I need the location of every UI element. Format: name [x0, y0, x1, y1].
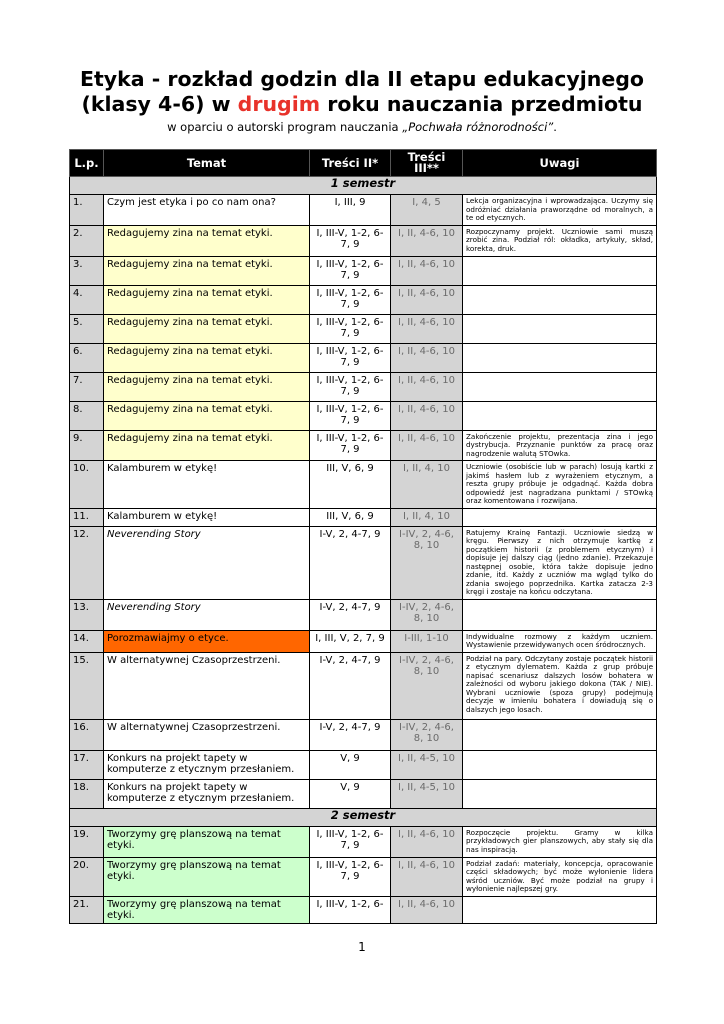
row-notes: Indywidualne rozmowy z każdym uczniem. Wystawienie przewidywanych ocen śródrocznych.: [463, 630, 657, 652]
row-topic: Kalamburem w etykę!: [104, 508, 310, 526]
row-tresci-ii: V, 9: [310, 750, 391, 779]
table-row: [70, 461, 657, 509]
row-tresci-ii: I, III-V, 1-2, 6-7, 9: [310, 826, 391, 857]
row-notes: [463, 719, 657, 750]
program-name: „Pochwała różnorodności”: [402, 120, 554, 134]
table-row: [70, 430, 657, 461]
row-tresci-iii: I, II, 4-6, 10: [391, 401, 463, 430]
row-tresci-iii: I, II, 4, 10: [391, 461, 463, 509]
table-row: [70, 195, 657, 226]
row-topic: Redagujemy zina na temat etyki.: [104, 225, 310, 256]
row-number: 16.: [70, 719, 104, 750]
row-tresci-ii: I, III-V, 1-2, 6-7, 9: [310, 285, 391, 314]
row-number: 8.: [70, 401, 104, 430]
table-row: [70, 225, 657, 256]
row-tresci-ii: I, III-V, 1-2, 6-: [310, 896, 391, 923]
row-number: 2.: [70, 225, 104, 256]
table-row: [70, 372, 657, 401]
row-topic: W alternatywnej Czasoprzestrzeni.: [104, 719, 310, 750]
row-topic: Redagujemy zina na temat etyki.: [104, 372, 310, 401]
row-tresci-iii: I, II, 4-5, 10: [391, 750, 463, 779]
row-tresci-iii: I, II, 4-6, 10: [391, 256, 463, 285]
header-temat: Temat: [104, 150, 310, 177]
row-tresci-iii: I-IV, 2, 4-6, 8, 10: [391, 719, 463, 750]
row-tresci-iii: I-IV, 2, 4-6, 8, 10: [391, 599, 463, 630]
table-row: [70, 779, 657, 808]
row-number: 5.: [70, 314, 104, 343]
row-topic: Porozmawiajmy o etyce.: [104, 630, 310, 652]
title-highlight: drugim: [237, 92, 321, 116]
row-topic: Tworzymy grę planszową na temat etyki.: [104, 826, 310, 857]
row-tresci-iii: I, II, 4-6, 10: [391, 857, 463, 896]
row-tresci-ii: III, V, 6, 9: [310, 461, 391, 509]
table-row: [70, 857, 657, 896]
title-line-1: Etyka - rozkład godzin dla II etapu edukacyjnego: [80, 67, 644, 91]
subtitle-pre: w oparciu o autorski program nauczania: [167, 120, 403, 134]
semester-2-label: 2 semestr: [70, 808, 657, 826]
row-tresci-ii: I, III-V, 1-2, 6-7, 9: [310, 314, 391, 343]
header-lp: L.p.: [70, 150, 104, 177]
row-notes: [463, 314, 657, 343]
row-number: 3.: [70, 256, 104, 285]
table-row: [70, 401, 657, 430]
row-tresci-iii: I-IV, 2, 4-6, 8, 10: [391, 526, 463, 599]
semester-1-label: 1 semestr: [70, 177, 657, 195]
row-tresci-iii: I, II, 4-6, 10: [391, 430, 463, 461]
row-topic: Neverending Story: [104, 526, 310, 599]
row-number: 18.: [70, 779, 104, 808]
title-line-2-post: roku nauczania przedmiotu: [320, 92, 643, 116]
row-tresci-iii: I, II, 4-6, 10: [391, 343, 463, 372]
document-title: [0, 67, 724, 117]
row-notes: [463, 285, 657, 314]
row-notes: [463, 508, 657, 526]
table-row: [70, 826, 657, 857]
row-tresci-iii: I, II, 4-6, 10: [391, 372, 463, 401]
table-row: [70, 508, 657, 526]
row-tresci-iii: I, II, 4-6, 10: [391, 225, 463, 256]
header-tresci-iii: Treści III**: [391, 150, 463, 177]
row-tresci-iii: I-IV, 2, 4-6, 8, 10: [391, 652, 463, 719]
table-row: [70, 285, 657, 314]
row-topic: W alternatywnej Czasoprzestrzeni.: [104, 652, 310, 719]
table-row: [70, 526, 657, 599]
row-number: 1.: [70, 195, 104, 226]
row-notes: [463, 896, 657, 923]
row-number: 14.: [70, 630, 104, 652]
row-topic: Redagujemy zina na temat etyki.: [104, 314, 310, 343]
row-tresci-iii: I, 4, 5: [391, 195, 463, 226]
header-tresci-ii: Treści II*: [310, 150, 391, 177]
schedule-table: [69, 149, 657, 924]
row-number: 17.: [70, 750, 104, 779]
row-tresci-iii: I, II, 4-5, 10: [391, 779, 463, 808]
row-tresci-ii: I, III-V, 1-2, 6-7, 9: [310, 372, 391, 401]
row-topic: Konkurs na projekt tapety w komputerze z etycznym przesłaniem.: [104, 779, 310, 808]
row-tresci-iii: I-III, 1-10: [391, 630, 463, 652]
row-tresci-iii: I, II, 4-6, 10: [391, 285, 463, 314]
row-tresci-ii: III, V, 6, 9: [310, 508, 391, 526]
row-number: 9.: [70, 430, 104, 461]
row-tresci-iii: I, II, 4-6, 10: [391, 826, 463, 857]
semester-row: [70, 177, 657, 195]
row-tresci-ii: I, III-V, 1-2, 6-7, 9: [310, 857, 391, 896]
row-notes: Podział zadań: materiały, koncepcja, opracowanie części składowych; być może wyłonienie lidera wśród uczniów. Być może podział na grupy i wyłonienie najlepszej gry.: [463, 857, 657, 896]
row-tresci-ii: I, III-V, 1-2, 6-7, 9: [310, 256, 391, 285]
row-topic: Redagujemy zina na temat etyki.: [104, 343, 310, 372]
table-row: [70, 630, 657, 652]
table-header-row: [70, 150, 657, 177]
table-row: [70, 750, 657, 779]
row-tresci-ii: I-V, 2, 4-7, 9: [310, 599, 391, 630]
row-notes: [463, 343, 657, 372]
row-tresci-iii: I, II, 4-6, 10: [391, 314, 463, 343]
table-row: [70, 599, 657, 630]
row-topic: Kalamburem w etykę!: [104, 461, 310, 509]
row-number: 10.: [70, 461, 104, 509]
row-notes: Rozpoczęcie projektu. Gramy w kilka przykładowych gier planszowych, aby stały się dla nas inspiracją.: [463, 826, 657, 857]
row-notes: [463, 256, 657, 285]
row-notes: Podział na pary. Odczytany zostaje początek historii z etycznym dylematem. Każda z grup próbuje napisać scenariusz dalszych losów bohatera w zależności od wyboru jakiego dokona (TAK / NIE). Wybrani uczniowie (spoza grupy) podejmują decyzje w imieniu bohatera i dowiadują się o dalszych jego losach.: [463, 652, 657, 719]
row-notes: [463, 599, 657, 630]
title-line-2: [0, 92, 724, 117]
row-notes: [463, 750, 657, 779]
row-topic: Redagujemy zina na temat etyki.: [104, 401, 310, 430]
row-topic: Tworzymy grę planszową na temat etyki.: [104, 896, 310, 923]
row-notes: [463, 779, 657, 808]
row-tresci-ii: I, III, V, 2, 7, 9: [310, 630, 391, 652]
title-line-2-pre: (klasy 4-6) w: [81, 92, 238, 116]
row-notes: Uczniowie (osobiście lub w parach) losują kartki z jakimś hasłem lub z wyrażeniem etycznym, a reszta grupy próbuje je odgadnąć. Każda dobra odpowiedź jest nagradzana punktami / STOwką oraz komentowana i rozwijana.: [463, 461, 657, 509]
row-notes: Zakończenie projektu, prezentacja zina i jego dystrybucja. Przyznanie punktów za pracę oraz nagrodzenie walutą STOwka.: [463, 430, 657, 461]
row-number: 19.: [70, 826, 104, 857]
row-tresci-ii: I, III-V, 1-2, 6-7, 9: [310, 343, 391, 372]
row-number: 21.: [70, 896, 104, 923]
row-number: 12.: [70, 526, 104, 599]
row-tresci-ii: I, III, 9: [310, 195, 391, 226]
row-tresci-ii: I-V, 2, 4-7, 9: [310, 526, 391, 599]
row-tresci-ii: V, 9: [310, 779, 391, 808]
semester-row: [70, 808, 657, 826]
table-row: [70, 719, 657, 750]
row-number: 7.: [70, 372, 104, 401]
row-topic: Redagujemy zina na temat etyki.: [104, 285, 310, 314]
row-tresci-ii: I-V, 2, 4-7, 9: [310, 652, 391, 719]
row-topic: Konkurs na projekt tapety w komputerze z etycznym przesłaniem.: [104, 750, 310, 779]
row-number: 4.: [70, 285, 104, 314]
row-tresci-ii: I, III-V, 1-2, 6-7, 9: [310, 430, 391, 461]
row-topic: Tworzymy grę planszową na temat etyki.: [104, 857, 310, 896]
row-number: 6.: [70, 343, 104, 372]
row-notes: Ratujemy Krainę Fantazji. Uczniowie siedzą w kręgu. Pierwszy z nich otrzymuje kartkę z początkiem historii (z problemem etycznym) i dopisuje jej dalszy ciąg (jedno zdanie). Przekazuje następnej osobie, która także dopisuje jedno zdanie, itd. Każdy z uczniów ma wgląd tylko do zdania swojego poprzednika. Kartka zatacza 2-3 kręgi i zostaje na końcu odczytana.: [463, 526, 657, 599]
subtitle-post: .: [553, 120, 557, 134]
row-number: 13.: [70, 599, 104, 630]
row-tresci-ii: I, III-V, 1-2, 6-7, 9: [310, 225, 391, 256]
row-topic: Czym jest etyka i po co nam ona?: [104, 195, 310, 226]
document-subtitle: [0, 120, 724, 134]
header-uwagi: Uwagi: [463, 150, 657, 177]
table-row: [70, 314, 657, 343]
row-tresci-iii: I, II, 4-6, 10: [391, 896, 463, 923]
row-topic: Neverending Story: [104, 599, 310, 630]
table-row: [70, 896, 657, 923]
row-notes: [463, 372, 657, 401]
row-topic: Redagujemy zina na temat etyki.: [104, 430, 310, 461]
row-number: 11.: [70, 508, 104, 526]
row-tresci-ii: I-V, 2, 4-7, 9: [310, 719, 391, 750]
row-topic: Redagujemy zina na temat etyki.: [104, 256, 310, 285]
row-tresci-ii: I, III-V, 1-2, 6-7, 9: [310, 401, 391, 430]
row-tresci-iii: I, II, 4, 10: [391, 508, 463, 526]
table-row: [70, 343, 657, 372]
row-notes: Rozpoczynamy projekt. Uczniowie sami muszą zrobić zina. Podział ról: okładka, artykuły, skład, korekta, druk.: [463, 225, 657, 256]
row-number: 15.: [70, 652, 104, 719]
table-row: [70, 652, 657, 719]
row-notes: Lekcja organizacyjna i wprowadzająca. Uczymy się odróżniać działania praworządne od moralnych, a te od etycznych.: [463, 195, 657, 226]
page-number: 1: [358, 940, 366, 954]
row-number: 20.: [70, 857, 104, 896]
row-notes: [463, 401, 657, 430]
table-row: [70, 256, 657, 285]
